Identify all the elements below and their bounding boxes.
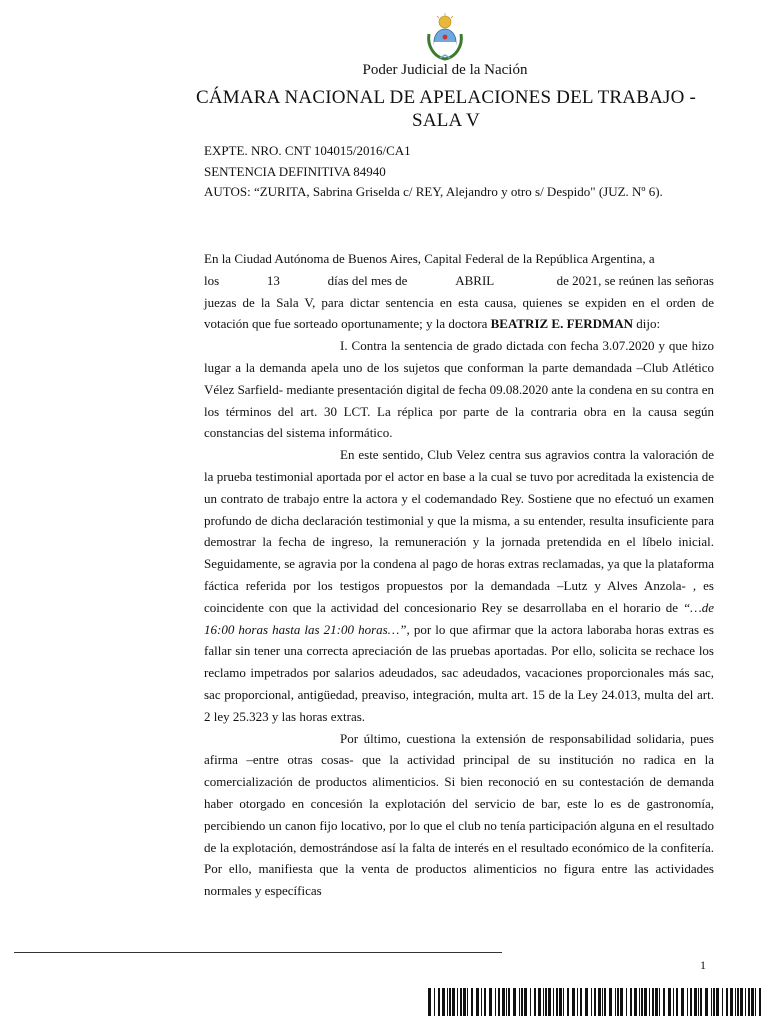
date-los: los [204, 272, 220, 288]
barcode-stripe [740, 988, 743, 1016]
barcode-stripe [722, 988, 723, 1016]
document-body [204, 248, 714, 902]
barcode-stripe [634, 988, 637, 1016]
case-file-number: EXPTE. NRO. CNT 104015/2016/CA1 [204, 143, 411, 158]
barcode-stripe [502, 988, 505, 1016]
barcode-stripe [572, 988, 575, 1016]
barcode-stripe [481, 988, 482, 1016]
paragraph-3: Por último, cuestiona la extensión de responsabilidad solidaria, pues afirma –entre otras cosas- que la actividad principal de su institución no radica en la comercialización de productos alimenticios. Si bien reconoció en su contestación de demanda haber otorgado en concesión la explotación del servicio de bar, este lo es de gastronomía, percibiendo un canon fijo locativo, por lo que el club no tenía participación alguna en el resultado de la explotación, demostrándose así la falta de interés en el resultado económico de la confitería. Por ello, manifiesta que la venta de productos alimenticios no figura entre las actividades normales y específicas [204, 730, 714, 899]
barcode-stripe [534, 988, 536, 1016]
chamber-title [180, 86, 712, 132]
barcode-stripe [594, 988, 596, 1016]
barcode-stripe [563, 988, 564, 1016]
barcode-stripe [467, 988, 468, 1016]
paragraph-2 [204, 444, 714, 727]
barcode-stripe [705, 988, 708, 1016]
date-line [204, 270, 714, 292]
barcode-stripe [641, 988, 643, 1016]
barcode-stripe [737, 988, 739, 1016]
barcode-stripe [620, 988, 623, 1016]
barcode-stripe [626, 988, 627, 1016]
barcode-stripe [716, 988, 719, 1016]
barcode-stripe [434, 988, 435, 1016]
barcode-stripe [639, 988, 640, 1016]
barcode-stripe [759, 988, 761, 1016]
barcode-stripe [698, 988, 699, 1016]
barcode-stripe [591, 988, 592, 1016]
barcode-stripe [681, 988, 684, 1016]
barcode-stripe [644, 988, 647, 1016]
barcode-stripe [751, 988, 754, 1016]
intro-paragraph [204, 292, 714, 336]
barcode-stripe [471, 988, 473, 1016]
barcode-stripe [530, 988, 531, 1016]
judge-name: BEATRIZ E. FERDMAN [490, 316, 634, 332]
barcode-stripe [615, 988, 616, 1016]
barcode-stripe [545, 988, 547, 1016]
barcode-stripe [659, 988, 660, 1016]
barcode-stripe [585, 988, 588, 1016]
barcode-stripe [447, 988, 448, 1016]
barcode-stripe [449, 988, 451, 1016]
barcode-stripe [602, 988, 603, 1016]
barcode-stripe [735, 988, 736, 1016]
barcode-stripe [519, 988, 520, 1016]
barcode-stripe [598, 988, 601, 1016]
page-number: 1 [700, 958, 706, 972]
barcode-stripe [457, 988, 458, 1016]
barcode-stripe [668, 988, 671, 1016]
barcode-stripe [567, 988, 569, 1016]
organization-name: Poder Judicial de la Nación [362, 62, 528, 78]
barcode-stripe [676, 988, 678, 1016]
national-coat-of-arms-icon [424, 12, 466, 62]
sentence-number: SENTENCIA DEFINITIVA 84940 [204, 163, 386, 179]
barcode-stripe [508, 988, 510, 1016]
barcode-stripe [655, 988, 658, 1016]
chamber-title-line1: CÁMARA NACIONAL DE APELACIONES DEL TRABAJO - [196, 87, 696, 108]
barcode-stripe [506, 988, 507, 1016]
paragraph-2-part-a: En este sentido, Club Velez centra sus agravios contra la valoración de la prueba testimonial aportada por el actor en base a la cual se tuvo por acreditada la existencia de un contrato de trabajo entre la actora y el codemandado Rey. Sostiene que no efectuó un examen profundo de dicha declaración testimonial y que la misma, a su entender, resulta insuficiente para demostrar la fecha de ingreso, la remuneración y la jornada pretendida en el líbelo inicial. Seguidamente, se agravia por la condena al pago de horas extras reclamadas, ya que la plataforma fáctica referida por los testigos propuestos por la demandada –Lutz y Alves Anzola- , es coincidente con que la actividad del concesionario Rey se desarrollaba en el horario de [204, 447, 714, 615]
barcode-stripe [442, 988, 445, 1016]
barcode-stripe [559, 988, 562, 1016]
case-caption: AUTOS: “ZURITA, Sabrina Griselda c/ REY, Alejandro y otro s/ Despido" (JUZ. Nº 6). [204, 184, 663, 199]
intro-text: juezas de la Sala V, para dictar sentencia en esta causa, quienes se expiden en el orden de votación que fue sorteado oportunamente; y la doctora [204, 294, 714, 332]
barcode-stripe [713, 988, 715, 1016]
barcode-stripe [460, 988, 462, 1016]
barcode-stripe [711, 988, 712, 1016]
barcode [428, 988, 762, 1016]
barcode-stripe [484, 988, 486, 1016]
barcode-stripe [463, 988, 466, 1016]
barcode-stripe [663, 988, 665, 1016]
barcode-stripe [726, 988, 728, 1016]
barcode-stripe [548, 988, 551, 1016]
barcode-stripe [556, 988, 558, 1016]
date-day: 13 [266, 272, 280, 288]
barcode-stripe [476, 988, 479, 1016]
barcode-stripe [748, 988, 750, 1016]
barcode-stripe [577, 988, 578, 1016]
barcode-stripe [580, 988, 582, 1016]
barcode-stripe [428, 988, 431, 1016]
barcode-stripe [673, 988, 674, 1016]
barcode-stripe [617, 988, 619, 1016]
barcode-stripe [553, 988, 554, 1016]
barcode-stripe [652, 988, 654, 1016]
chamber-title-line2: SALA V [412, 110, 480, 131]
barcode-stripe [630, 988, 632, 1016]
barcode-stripe [609, 988, 612, 1016]
barcode-stripe [498, 988, 500, 1016]
barcode-stripe [438, 988, 440, 1016]
paragraph-1: I. Contra la sentencia de grado dictada con fecha 3.07.2020 y que hizo lugar a la demanda apela uno de los sujetos que conforman la parte demandada –Club Atlético Vélez Sarfield- mediante presentación digital de fecha 09.08.2020 ante la condena en su contra en los términos del art. 30 LCT. La réplica por parte de la contraria obra en la causa según constancias del sistema informático. [204, 338, 714, 441]
barcode-stripe [513, 988, 516, 1016]
dijo-text: dijo: [636, 316, 661, 332]
intro-line: En la Ciudad Autónoma de Buenos Aires, Capital Federal de la República Argentina, a [204, 251, 655, 266]
barcode-stripe [524, 988, 527, 1016]
barcode-stripe [694, 988, 697, 1016]
barcode-stripe [755, 988, 756, 1016]
testimony-quote: “…de 16:00 horas hasta las 21:00 horas…”, [204, 599, 715, 637]
barcode-stripe [521, 988, 523, 1016]
barcode-stripe [489, 988, 492, 1016]
barcode-stripe [604, 988, 606, 1016]
barcode-stripe [730, 988, 733, 1016]
case-header [204, 141, 714, 203]
barcode-stripe [745, 988, 746, 1016]
barcode-stripe [649, 988, 650, 1016]
footnote-divider [14, 952, 502, 953]
barcode-stripe [687, 988, 688, 1016]
date-dias: días del mes de [327, 272, 408, 288]
paragraph-2-part-b: por lo que afirmar que la actora laboraba horas extras es fallar sin tener una correcta apreciación de las pruebas aportadas. Por ello, solicita se rechace los reclamo impetrados por salarios adeudados, sac adeudados, vacaciones proporcionales más sac, sac proporcional, antigüedad, preaviso, integración, multa art. 15 de la Ley 24.013, multa del art. 2 ley 25.323 y las horas extras. [204, 621, 714, 724]
barcode-stripe [690, 988, 692, 1016]
barcode-stripe [452, 988, 455, 1016]
barcode-stripe [700, 988, 702, 1016]
date-year: de 2021, se reúnen las señoras [556, 272, 714, 288]
barcode-stripe [538, 988, 541, 1016]
date-month: ABRIL [455, 272, 495, 288]
barcode-stripe [543, 988, 544, 1016]
barcode-stripe [495, 988, 496, 1016]
